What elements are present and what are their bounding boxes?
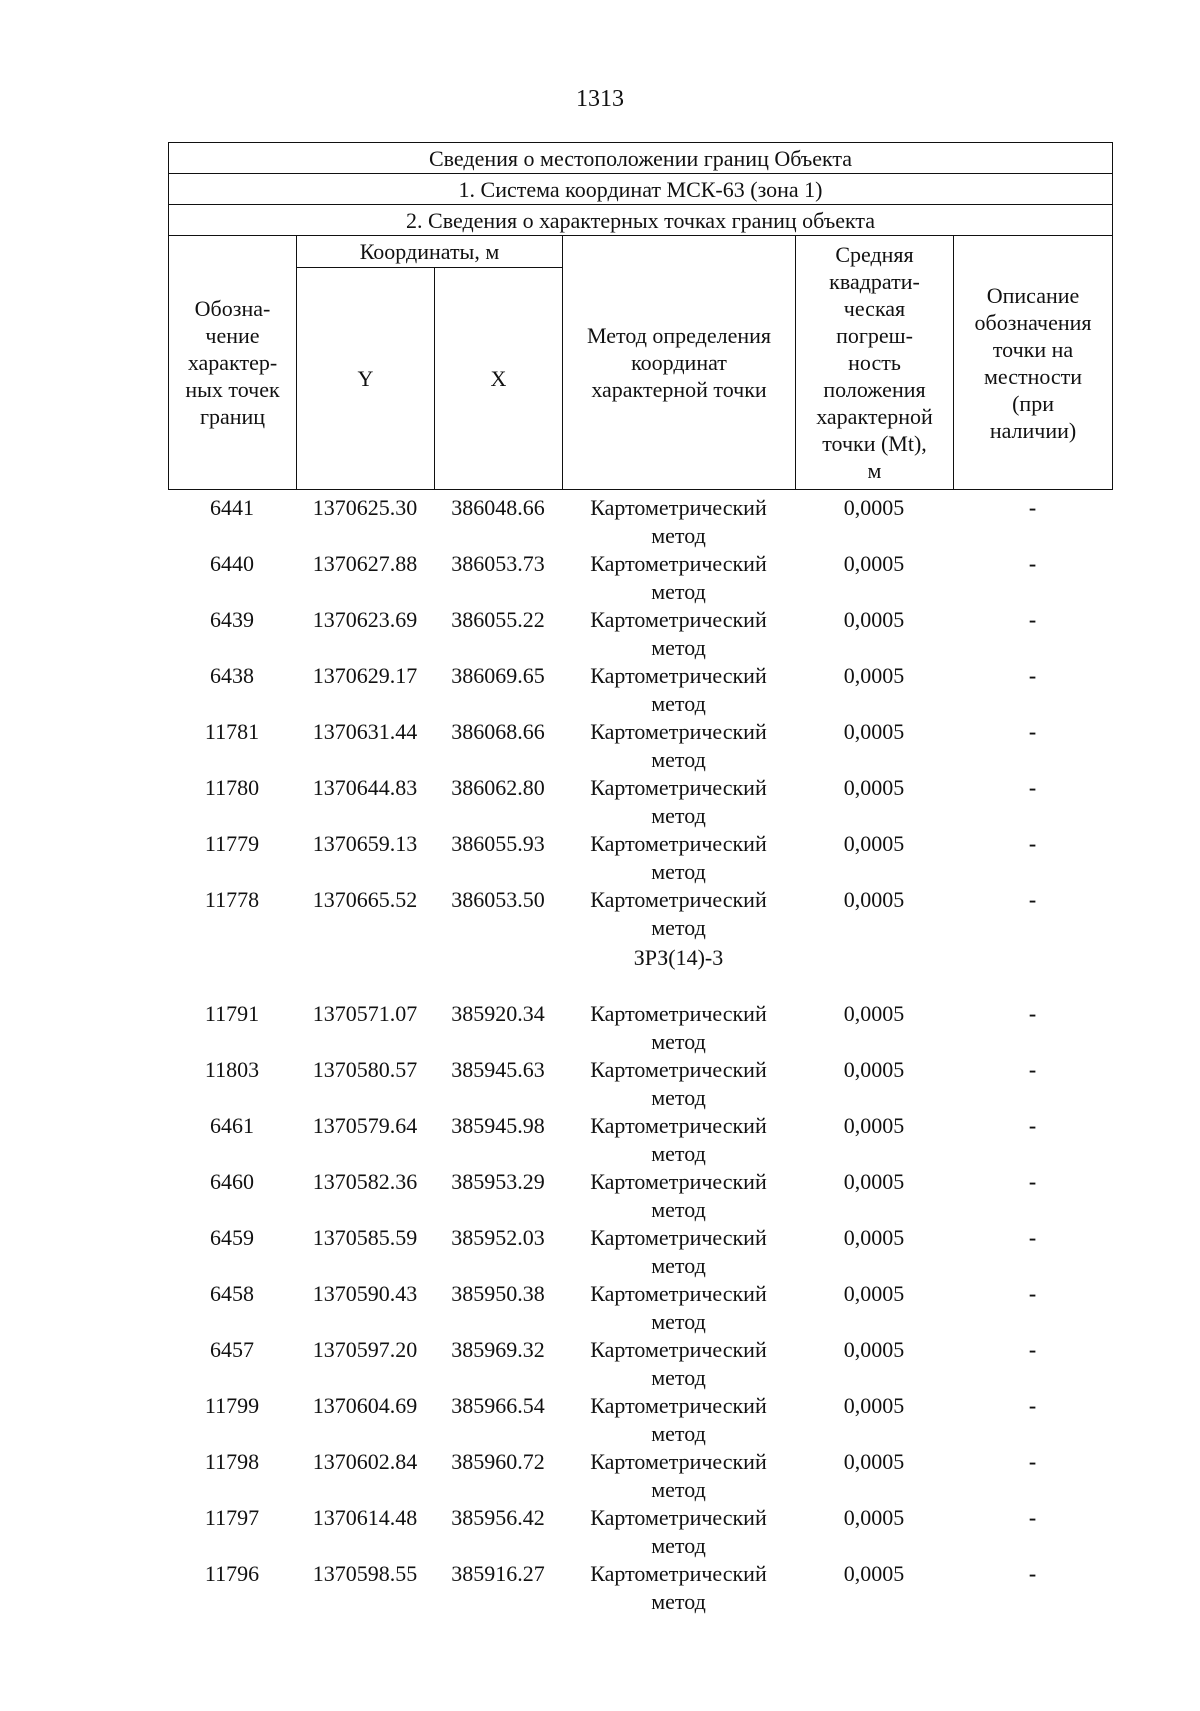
col-coordinates: Координаты, м bbox=[297, 236, 563, 268]
coord-y: 1370631.44 bbox=[312, 719, 418, 744]
col-description: Описание обозначения точки на местности (при наличии) bbox=[954, 236, 1113, 490]
error-value: 0,0005 bbox=[843, 1337, 905, 1362]
error-value: 0,0005 bbox=[843, 775, 905, 800]
coord-x: 386062.80 bbox=[451, 775, 545, 800]
coord-x: 386068.66 bbox=[451, 719, 545, 744]
description: - bbox=[1028, 831, 1037, 856]
point-number: 6459 bbox=[210, 1225, 254, 1250]
table-title: Сведения о местоположении границ Объекта bbox=[169, 143, 1113, 174]
error-value: 0,0005 bbox=[843, 1225, 905, 1250]
description: - bbox=[1028, 663, 1037, 688]
point-number: 6461 bbox=[210, 1113, 254, 1138]
group-1 bbox=[168, 494, 1112, 942]
error-value: 0,0005 bbox=[843, 1505, 905, 1530]
error-value: 0,0005 bbox=[843, 1393, 905, 1418]
point-number: 6438 bbox=[210, 663, 254, 688]
col-method: Метод определения координат характерной точки bbox=[563, 236, 796, 490]
method: Картометрический метод bbox=[590, 775, 767, 828]
table-row bbox=[168, 1056, 1112, 1112]
table-row bbox=[168, 606, 1112, 662]
method: Картометрический метод bbox=[590, 1169, 767, 1222]
error-value: 0,0005 bbox=[843, 1281, 905, 1306]
point-number: 11798 bbox=[204, 1449, 260, 1474]
method: Картометрический метод bbox=[590, 1225, 767, 1278]
point-number: 6460 bbox=[210, 1169, 254, 1194]
coord-x: 385916.27 bbox=[451, 1561, 545, 1586]
point-number: 11803 bbox=[204, 1057, 260, 1082]
table-row bbox=[168, 830, 1112, 886]
coord-x: 385945.98 bbox=[451, 1113, 545, 1138]
point-number: 11781 bbox=[204, 719, 260, 744]
point-number: 11791 bbox=[204, 1001, 260, 1026]
coord-y: 1370604.69 bbox=[312, 1393, 418, 1418]
point-number: 11796 bbox=[204, 1561, 260, 1586]
description: - bbox=[1028, 1057, 1037, 1082]
description: - bbox=[1028, 1225, 1037, 1250]
error-value: 0,0005 bbox=[843, 887, 905, 912]
coord-x: 386069.65 bbox=[451, 663, 545, 688]
method: Картометрический метод bbox=[590, 551, 767, 604]
error-value: 0,0005 bbox=[843, 1449, 905, 1474]
method: Картометрический метод bbox=[590, 1281, 767, 1334]
section-divider bbox=[168, 942, 1112, 1000]
table-row bbox=[168, 1392, 1112, 1448]
group-2 bbox=[168, 1000, 1112, 1616]
point-number: 6458 bbox=[210, 1281, 254, 1306]
coord-y: 1370585.59 bbox=[312, 1225, 418, 1250]
coord-x: 385960.72 bbox=[451, 1449, 545, 1474]
section-title: 2. Сведения о характерных точках границ объекта bbox=[169, 205, 1113, 236]
description: - bbox=[1028, 1281, 1037, 1306]
coord-y: 1370598.55 bbox=[312, 1561, 418, 1586]
coord-y: 1370665.52 bbox=[312, 887, 418, 912]
coord-x: 385945.63 bbox=[451, 1057, 545, 1082]
col-error: Средняя квадрати- ческая погреш- ность положения характерной точки (Mt), м bbox=[796, 236, 954, 490]
table-row bbox=[168, 1504, 1112, 1560]
coord-y: 1370579.64 bbox=[312, 1113, 418, 1138]
error-value: 0,0005 bbox=[843, 1561, 905, 1586]
description: - bbox=[1028, 1449, 1037, 1474]
point-number: 11779 bbox=[204, 831, 260, 856]
coord-y: 1370625.30 bbox=[312, 495, 418, 520]
error-value: 0,0005 bbox=[843, 551, 905, 576]
coord-y: 1370623.69 bbox=[312, 607, 418, 632]
error-value: 0,0005 bbox=[843, 663, 905, 688]
coord-y: 1370659.13 bbox=[312, 831, 418, 856]
col-x: X bbox=[435, 268, 563, 490]
coord-x: 386055.22 bbox=[451, 607, 545, 632]
error-value: 0,0005 bbox=[843, 1001, 905, 1026]
coordinate-system: 1. Система координат МСК-63 (зона 1) bbox=[169, 174, 1113, 205]
coord-x: 386053.50 bbox=[451, 887, 545, 912]
coord-y: 1370602.84 bbox=[312, 1449, 418, 1474]
coord-x: 385920.34 bbox=[451, 1001, 545, 1026]
coord-y: 1370571.07 bbox=[312, 1001, 418, 1026]
header-table bbox=[168, 142, 1113, 490]
description: - bbox=[1028, 719, 1037, 744]
coord-y: 1370629.17 bbox=[312, 663, 418, 688]
description: - bbox=[1028, 1337, 1037, 1362]
coord-x: 385956.42 bbox=[451, 1505, 545, 1530]
method: Картометрический метод bbox=[590, 495, 767, 548]
point-number: 6440 bbox=[210, 551, 254, 576]
error-value: 0,0005 bbox=[843, 719, 905, 744]
point-number: 6441 bbox=[210, 495, 254, 520]
point-number: 11797 bbox=[204, 1505, 260, 1530]
table-row bbox=[168, 1280, 1112, 1336]
error-value: 0,0005 bbox=[843, 1169, 905, 1194]
coord-x: 385969.32 bbox=[451, 1337, 545, 1362]
coord-x: 386055.93 bbox=[451, 831, 545, 856]
error-value: 0,0005 bbox=[843, 495, 905, 520]
coord-y: 1370582.36 bbox=[312, 1169, 418, 1194]
table-row bbox=[168, 1336, 1112, 1392]
table-row bbox=[168, 1224, 1112, 1280]
table-row bbox=[168, 494, 1112, 550]
point-number: 6439 bbox=[210, 607, 254, 632]
method: Картометрический метод bbox=[590, 1449, 767, 1502]
method: Картометрический метод bbox=[590, 1505, 767, 1558]
description: - bbox=[1028, 1169, 1037, 1194]
point-number: 11799 bbox=[204, 1393, 260, 1418]
error-value: 0,0005 bbox=[843, 831, 905, 856]
col-designation: Обозна- чение характер- ных точек границ bbox=[169, 236, 297, 490]
method: Картометрический метод bbox=[590, 1057, 767, 1110]
description: - bbox=[1028, 887, 1037, 912]
point-number: 6457 bbox=[210, 1337, 254, 1362]
description: - bbox=[1028, 1561, 1037, 1586]
method: Картометрический метод bbox=[590, 719, 767, 772]
description: - bbox=[1028, 1393, 1037, 1418]
method: Картометрический метод bbox=[590, 607, 767, 660]
table-row bbox=[168, 886, 1112, 942]
page-number: 1313 bbox=[576, 86, 624, 112]
table-row bbox=[168, 550, 1112, 606]
description: - bbox=[1028, 1113, 1037, 1138]
description: - bbox=[1028, 607, 1037, 632]
section-label: ЗРЗ(14)-3 bbox=[633, 945, 724, 970]
table-row bbox=[168, 774, 1112, 830]
table-row bbox=[168, 1000, 1112, 1056]
method: Картометрический метод bbox=[590, 1561, 767, 1614]
points-list bbox=[168, 494, 1112, 1616]
table-row bbox=[168, 718, 1112, 774]
method: Картометрический метод bbox=[590, 1113, 767, 1166]
description: - bbox=[1028, 551, 1037, 576]
coord-y: 1370597.20 bbox=[312, 1337, 418, 1362]
coord-y: 1370614.48 bbox=[312, 1505, 418, 1530]
description: - bbox=[1028, 775, 1037, 800]
method: Картометрический метод bbox=[590, 1001, 767, 1054]
table-row bbox=[168, 1168, 1112, 1224]
description: - bbox=[1028, 495, 1037, 520]
coord-x: 386053.73 bbox=[451, 551, 545, 576]
method: Картометрический метод bbox=[590, 1393, 767, 1446]
coord-x: 385950.38 bbox=[451, 1281, 545, 1306]
method: Картометрический метод bbox=[590, 831, 767, 884]
error-value: 0,0005 bbox=[843, 1057, 905, 1082]
coord-x: 386048.66 bbox=[451, 495, 545, 520]
error-value: 0,0005 bbox=[843, 607, 905, 632]
coord-x: 385952.03 bbox=[451, 1225, 545, 1250]
coord-x: 385953.29 bbox=[451, 1169, 545, 1194]
error-value: 0,0005 bbox=[843, 1113, 905, 1138]
coord-y: 1370644.83 bbox=[312, 775, 418, 800]
point-number: 11778 bbox=[204, 887, 260, 912]
coord-y: 1370590.43 bbox=[312, 1281, 418, 1306]
table-row bbox=[168, 1448, 1112, 1504]
method: Картометрический метод bbox=[590, 1337, 767, 1390]
description: - bbox=[1028, 1505, 1037, 1530]
coord-y: 1370627.88 bbox=[312, 551, 418, 576]
method: Картометрический метод bbox=[590, 663, 767, 716]
col-y: Y bbox=[297, 268, 435, 490]
description: - bbox=[1028, 1001, 1037, 1026]
table-row bbox=[168, 1112, 1112, 1168]
coord-x: 385966.54 bbox=[451, 1393, 545, 1418]
table-row bbox=[168, 662, 1112, 718]
coord-y: 1370580.57 bbox=[312, 1057, 418, 1082]
table-row bbox=[168, 1560, 1112, 1616]
point-number: 11780 bbox=[204, 775, 260, 800]
method: Картометрический метод bbox=[590, 887, 767, 940]
